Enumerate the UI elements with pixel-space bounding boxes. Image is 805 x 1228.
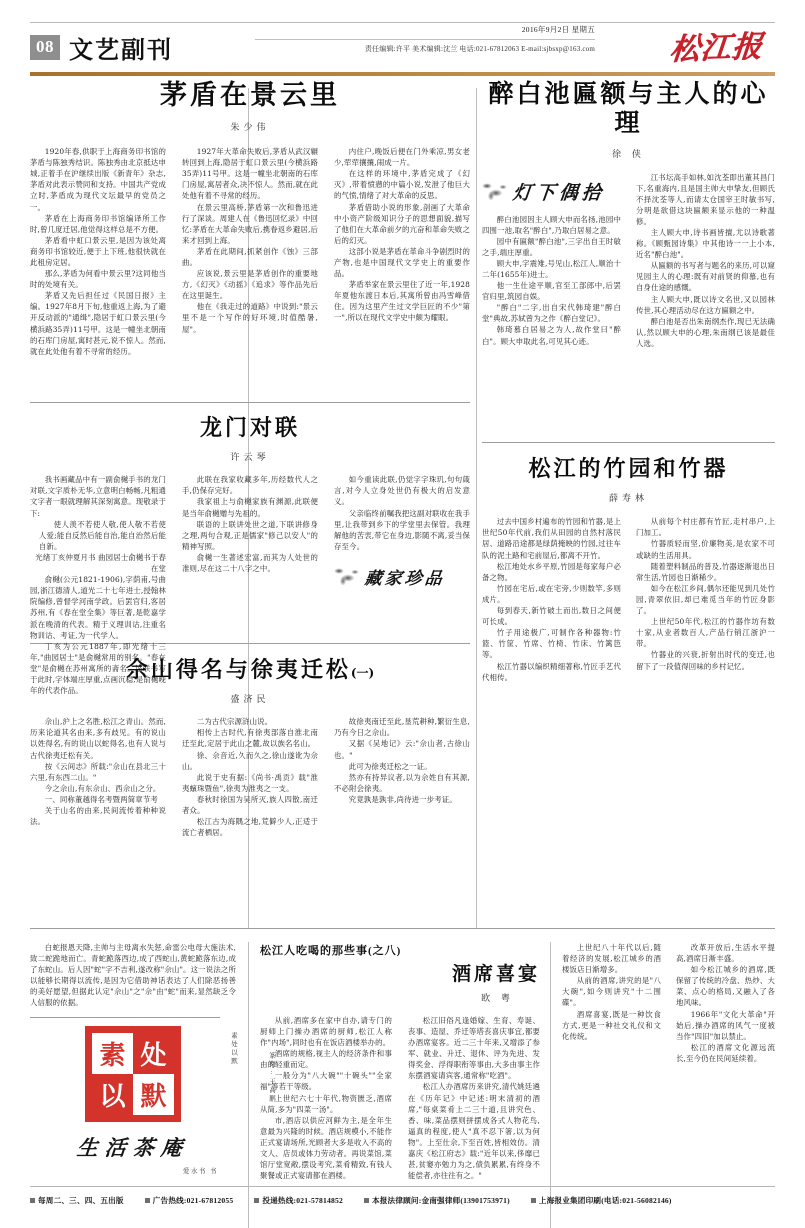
footer-item-printer <box>531 1195 672 1206</box>
article-maodun-byline: 朱少伟 <box>230 123 270 134</box>
sheshan-continuation <box>30 942 275 1175</box>
article-zuibaichi-byline: 徐 侠 <box>612 149 645 160</box>
bullet-square-icon <box>364 1198 369 1203</box>
footer-rule <box>30 1186 775 1187</box>
article-sheshan-col1: 佘山,沪上之名胜,松江之青山。然而,历来论道其名由来,多有歧见。有的说山以姓得名,有的说山以蛇得名,也有人说与古代徐夷迁松有关。 按《云间志》所载:"佘山在县北三十六里,有东西二山。" 今之佘山,有东佘山、西佘山之分。 一、同称董越得名考暨两简章节考 关于山名的由来,民间流传着种种说法。 <box>30 717 166 827</box>
article-jiuxi-col1: 从前,酒席多在家中自办,请专门的厨师上门操办酒席的厨师,松江人称作"内场",同时也有在饭店酒楼举办的。 酒席的规格,视主人的经济条件和事由的轻重而定。 一般分为"八大碗""十碗头""全家福"等若干等级。 上世纪六七十年代,物资匮乏,酒席从简,多为"四菜一汤"。 市,酒店以供应河鲜为主,是全年生意最为兴隆的时候。酒店规模小,不能作正式宴请场所,光顾者大多是收入不高的文人、店员或体力劳动者。再说菜馆,菜馆厅堂宽敞,摆设考究,菜肴精致,有钱人聚餐或正式宴请都在酒楼。 <box>260 1015 392 1181</box>
article-jiuxi-col4: 改革开放后,生活水平提高,酒席日渐丰盛。 如今松江城乡的酒席,既保留了传统的冷盘、热炒、大菜、点心的格局,又融入了各地风味。 1966年"文化大革命"开始后,操办酒席的风气一度被当作"四旧"加以禁止。 松江的酒席文化源远流长,至今仍在民间延续着。 <box>676 943 775 1063</box>
article-jiuxi-col2: 松江旧俗凡逢婚嫁、生育、寿诞、丧事、造屋、乔迁等塔丧喜庆事宜,都要办酒席宴客。近二三十年来,又增添了参军、就业、升迁、退休、评为先进、发得奖金、浮得职衔等事由,大多由事主作东摆酒宴请宾客,通常称"吃酒"。 松江人办酒席历来讲究,清代姚廷遴在《历年记》中记述:明末清初的酒席,"每桌菜肴上二三十道,且讲究色、香、味,菜品摆则拼摆成各式人物花鸟,逼真的程度,使人"真不忍下箸,以为何物"。上至仕佘,下至百姓,皆相效仿。清嘉庆《松江府志》载:"近年以来,侈靡已甚,贫窭亦勉力为之,债负累累,有终身不能偿者,亦往往有之。" <box>408 1015 540 1181</box>
seal-char-3: 以 <box>92 1074 133 1115</box>
seal-side-note-2: 篆刻:王高鹏 <box>268 1051 275 1104</box>
article-maodun <box>30 80 470 357</box>
newspaper-logo <box>657 22 775 68</box>
article-maodun-title: 茅盾在景云里 <box>160 80 340 111</box>
footer-legal-counsel-text: 本报法律顾问:金南强律师(13901753971) <box>371 1196 510 1205</box>
column-rule-2 <box>476 88 477 928</box>
masthead <box>30 22 775 74</box>
seal-char-4: 默 <box>140 1081 167 1112</box>
article-sheshan-title-text: 佘山得名与徐夷迁松 <box>125 657 351 683</box>
section-rule-2 <box>482 442 775 443</box>
article-sheshan <box>30 658 470 838</box>
article-jiuxi-col3: 上世纪八十年代以后,随着经济的发展,松江城乡的酒楼饭店日渐增多。 从前的酒席,讲究的是"八大碗",如今则讲究"十二围碟"。 酒席喜宴,既是一种饮食方式,更是一种社交礼仪和文化传统。 <box>562 943 661 1041</box>
bullet-square-icon <box>254 1198 259 1203</box>
article-jiuxi-byline: 欧 粤 <box>481 993 514 1004</box>
footer-item-ad-hotline[interactable] <box>145 1195 234 1206</box>
article-sheshan-col2: 二为古代宗源浒山说。 相传上古时代,有徐夷部落自淮北南迁至此,定居于此山之麓,故以族名名山。 徐、佘音近,久而久之,徐山遂讹为佘山。 此说于史有据:《尚书·禹贡》载"淮夷蠙珠暨鱼",徐夷为淮夷之一支。 春秋时徐国为吴所灭,族人四散,南迁者众。 松江古为海隅之地,荒僻少人,正适于流亡者栖居。 <box>182 717 318 838</box>
article-sheshan-title <box>30 658 470 683</box>
section-rule-4 <box>30 928 775 929</box>
article-jiuxi <box>260 942 540 1181</box>
seal-calligraphy: 生活茶庵 <box>75 1134 191 1160</box>
article-longmen-title: 龙门对联 <box>199 415 300 441</box>
sheshan-continuation-text: 白蛇报恩天降,主帅与主母离水失惩,命雷公电母大施法术,致二蛇跪地而亡。青蛇跪落西边,成了西蛇山,黄蛇跪落东边,成了东蛇山。后人因"蛇"字不吉利,遂改称"佘山"。这一说法之所以能够长期得以流传,是因为它借助神话表达了人们除恶扬善的美好愿望,但据此认定"佘山"之"佘"由"蛇"而来,显然缺乏令人信服的依据。 <box>30 943 236 1008</box>
column-label-cangjiazhenpin <box>334 564 470 589</box>
seal-char-2: 处 <box>133 1033 174 1074</box>
article-sheshan-col3: 故徐夷南迁至此,垦荒耕种,繁衍生息,乃有今日之佘山。 又据《吴地记》云:"佘山者,古徐山也。" 此可为徐夷迁松之一证。 然亦有持异议者,以为佘姓自有其源,不必附会徐夷。 究竟孰是孰非,尚待进一步考证。 <box>334 717 470 804</box>
masthead-left <box>30 30 173 65</box>
article-sheshan-title-suffix: (一) <box>350 666 375 680</box>
cangjia-label-text: 藏家珍品 <box>363 568 446 589</box>
footer-printer-text: 上海报业集团印刷(电话:021-56082146) <box>538 1196 672 1205</box>
section-name: 文艺副刊 <box>69 35 173 64</box>
seal-calligraphy-byline: 爱水书 书 <box>182 1167 218 1175</box>
article-zuibaichi-title: 醉白池匾额与主人的心理 <box>488 79 769 137</box>
seal-side-note-1: 素处以默 <box>230 1031 237 1066</box>
page-footer <box>30 1186 775 1206</box>
article-longmen-byline: 许云琴 <box>230 453 270 464</box>
article-zhuyuan <box>482 457 775 683</box>
bullet-square-icon <box>145 1198 150 1203</box>
ink-wash-icon <box>482 180 508 202</box>
footer-delivery-hotline-text: 投递热线:021-57814852 <box>262 1196 343 1205</box>
article-zuibaichi <box>482 80 775 349</box>
article-longmen-col1: 我书画藏品中有一副俞樾手书的龙门对联,文字质朴无华,立意明白畅畅,凡粗通文字者一眼就理解其深刻寓意。现敬录于下: 使人羡不若使人敬,使人敬不若使人爱;能自反然后能自治,能自治然后能自新。 光绪丁亥仲夏月书 曲园居士俞樾书于春在堂 俞樾(公元1821-1906),字荫甫,号曲园,浙江德清人,道光二十七年进士,授翰林院编修,曾督学河南学政。后罢官归,客居苏州,有《春在堂全集》等巨著,是乾嘉学派在晚清的代表。精于义理训诂,注重名物训诂、考证,为一代学人。 丁亥为公元1887年,即光绪十三年,"曲园居士"是俞樾常用的别名。"春在堂"是俞樾在苏州寓所的斋名。该联书写于此时,字体端庄厚重,点画沉稳,是俞樾晚年的代表作品。 <box>30 475 166 696</box>
article-maodun-col2: 1927年大革命失败后,茅盾从武汉辗转回到上海,隐居于虹口景云里(今横浜路35弄)11号甲。这是一幢坐北朝南的石库门房屋,寓居者众,决不惊人。然而,就在此处他有着不寻常的经历。 在景云里高桥,茅盾第一次和鲁迅进行了深谈。周建人在《鲁迅回忆录》中回忆:茅盾在大革命失败后,携眷返乡避居,后来才回到上海。 茅盾在此期间,抓紧创作《蚀》三部曲。 应该说,景云里是茅盾创作的重要地方,《幻灭》《动摇》《追求》等作品先后在这里诞生。 他在《我走过的道路》中说到:"景云里不是一个写作的好环境,时值酷暑,屋"。 <box>182 147 318 334</box>
column-label-text: 灯下偶拾 <box>511 181 607 204</box>
footer-item-legal-counsel <box>364 1195 510 1206</box>
seal-divider <box>30 1017 220 1018</box>
article-longmen-col3: 如今重读此联,仍觉字字珠玑,句句箴言,对今人立身处世仍有极大的启发意义。 父亲临终前嘱我把这副对联收在我手里,让我带到乡下的学堂里去保管。我理解他的苦衷,带它在身边,影随不离,妥当保存至今。 藏家珍品 <box>334 475 470 589</box>
footer-items <box>30 1195 775 1206</box>
article-zuibaichi-col2: 江书坛高手如林,如沈荃即出董其昌门下,名重海内,且是国主帅大申挚友,但顾氏不择沈荃等人,而请太仓国宰王时敏书写,分明是欲借这块匾额来显示他的一种温修。 主人顾大申,诗书画皆擅,尤以诗歌著称。《顾甄园诗集》中其他诗一一上小本,近名"醉白池"。 从匾额的书写者与题名的来历,可以窥见园主人的心理:既有对前贤的仰慕,也有自身仕途的感慨。 主人顾大申,既以诗文名世,又以园林传世,其心理活动尽在这方匾额之中。 醉白池是否出朱南纲杰作,现已无法确认,然以顾大申的心理,朱南纲已该是最佳人选。 <box>636 172 775 348</box>
seal-char-1: 素 <box>99 1040 126 1071</box>
column-label-dengxiaoushi <box>482 178 621 205</box>
publication-date: 2016年9月2日 星期五 <box>521 25 595 34</box>
article-sheshan-byline: 盛济民 <box>230 695 270 706</box>
article-jiuxi-kicker: 松江人吃喝的那些事(之八) <box>260 945 402 957</box>
article-zhuyuan-title: 松江的竹园和竹器 <box>528 456 729 482</box>
article-zhuyuan-col1: 过去中国乡村遍布的竹园和竹器,是上世纪50年代前,我们从田园的自然村落民居、道路沿途都是绿荫掩映的竹园,过往车队的泥土路和宅前屋后,都离不开竹。 松江地处水乡平原,竹园是每家每户必备之物。 竹园在宅后,或在宅旁,少则数竿,多则成片。 每到春天,新竹破土而出,数日之间便可长成。 竹子用途极广,可制作各种器物:竹篮、竹筐、竹席、竹椅、竹床、竹篱笆等。 松江竹器以编织精细著称,竹匠手艺代代相传。 <box>482 517 621 682</box>
article-jiuxi-continuation <box>562 942 775 1064</box>
section-rule-1 <box>30 402 470 403</box>
footer-schedule-text: 每周二、三、四、五出版 <box>38 1196 124 1205</box>
newspaper-logo-text: 松江报 <box>667 29 764 68</box>
bullet-square-icon <box>531 1198 536 1203</box>
masthead-divider <box>255 39 595 40</box>
seal-artwork <box>30 1026 275 1175</box>
footer-item-delivery-hotline[interactable] <box>254 1195 343 1206</box>
editorial-credits: 责任编辑:许平 美术编辑:沈兰 电话:021-67812063 E-mail:sjbsxp@163.com <box>364 45 595 53</box>
article-zhuyuan-byline: 薛寿林 <box>608 494 648 505</box>
ink-wash-icon-2 <box>334 565 360 587</box>
article-longmen <box>30 416 470 696</box>
page-number: 08 <box>30 35 60 60</box>
article-zhuyuan-col2: 从前每个村庄都有竹匠,走村串户,上门加工。 竹器质轻而坚,价廉物美,是农家不可或缺的生活用具。 随着塑料制品的普及,竹器逐渐退出日常生活,竹园也日渐稀少。 如今在松江乡间,偶尔还能见到几处竹园,青翠依旧,却已难觅当年的竹匠身影了。 上世纪50年代,松江的竹器作坊有数十家,从业者数百人,产品行销江浙沪一带。 竹器业的兴衰,折射出时代的变迁,也留下了一段值得回味的乡村记忆。 <box>636 517 775 671</box>
article-zuibaichi-col1: 醉白池园因主人顾大申而名扬,池园中四围一池,取名"醉白",乃取白居易之意。 园中有匾额"醉白池",三字出自王时敏之手,端庄厚重。 顾大申,字震雉,号见山,松江人,顺治十二年(1655年)进士。 他一生仕途平顺,官至工部郎中,后罢官归里,筑园自娱。 "醉白"二字,出自宋代韩琦建"醉白堂"典故,苏轼曾为之作《醉白堂记》。 韩琦慕白居易之为人,故作堂曰"醉白"。顾大申取此名,可见其心迹。 <box>482 214 621 346</box>
article-maodun-col3: 内住户,晚饭后便在门外乘凉,男女老少,荦荦攘攘,闹成一片。 在这样的环境中,茅盾完成了《幻灭》,带着愤懑的中篇小说,发泄了他巨大的气愤,情绪了对大革命的反思。 茅盾借助小说的形象,剖画了大革命中小资产阶级知识分子的思想面貌,描写了他们在大革命前夕的亢奋和革命失败之后的幻灭。 这部小说是茅盾在革命斗争剧烈时的产物,也是中国现代文学史上的重要作品。 茅盾举家在景云里住了近一年,1928年夏他东渡日本后,其寓所曾由冯雪峰借住。因为这里产生过文学巨匠的不少"第一",所以在现代文学史中颇为耀眼。 <box>334 147 470 323</box>
footer-ad-hotline-text: 广告热线:021-67812055 <box>152 1196 234 1205</box>
article-jiuxi-title: 酒席喜宴 <box>451 963 540 985</box>
bullet-square-icon <box>30 1198 35 1203</box>
masthead-accent-bar <box>30 72 775 76</box>
seal-stamp <box>85 1026 181 1122</box>
article-maodun-col1: 1920年春,供职于上海商务印书馆的茅盾与陈独秀结识。陈独秀由北京抵达申城,正着手在沪继续出版《新青年》杂志,茅盾对此表示赞同和支持。中国共产党成立时,茅盾成为现代文坛最早的党员之一。 茅盾在上海商务印书馆编译所工作时,曾几度迁居,他觉得这样总是不方便。 茅盾看中虹口景云里,是因为该处离商务印书馆较近,便于上下班,他很快就在此租房定居。 那么,茅盾为何看中景云里?这同他当时的处境有关。 茅盾又先后担任过《民国日报》主编。1927年8月下旬,他重返上海,为了避开反动派的"通缉",隐居于虹口景云里(今横浜路35弄)11号甲。这是一幢坐北朝南的石库门房屋,寓时甚元,说不惊人。然而,就在此处他有着不寻常的经历。 <box>30 147 166 356</box>
masthead-info <box>255 24 595 55</box>
article-longmen-col2: 此联在我家收藏多年,历经数代人之手,仍保存完好。 我家祖上与俞樾家族有渊源,此联便是当年俞樾赠与先祖的。 联语的上联讲处世之道,下联讲修身之理,两句合观,正是儒家"修己以安人"的精神写照。 俞樾一生著述宏富,而其为人处世的准则,尽在这二十八字之中。 <box>182 475 318 574</box>
footer-item-schedule <box>30 1195 124 1206</box>
